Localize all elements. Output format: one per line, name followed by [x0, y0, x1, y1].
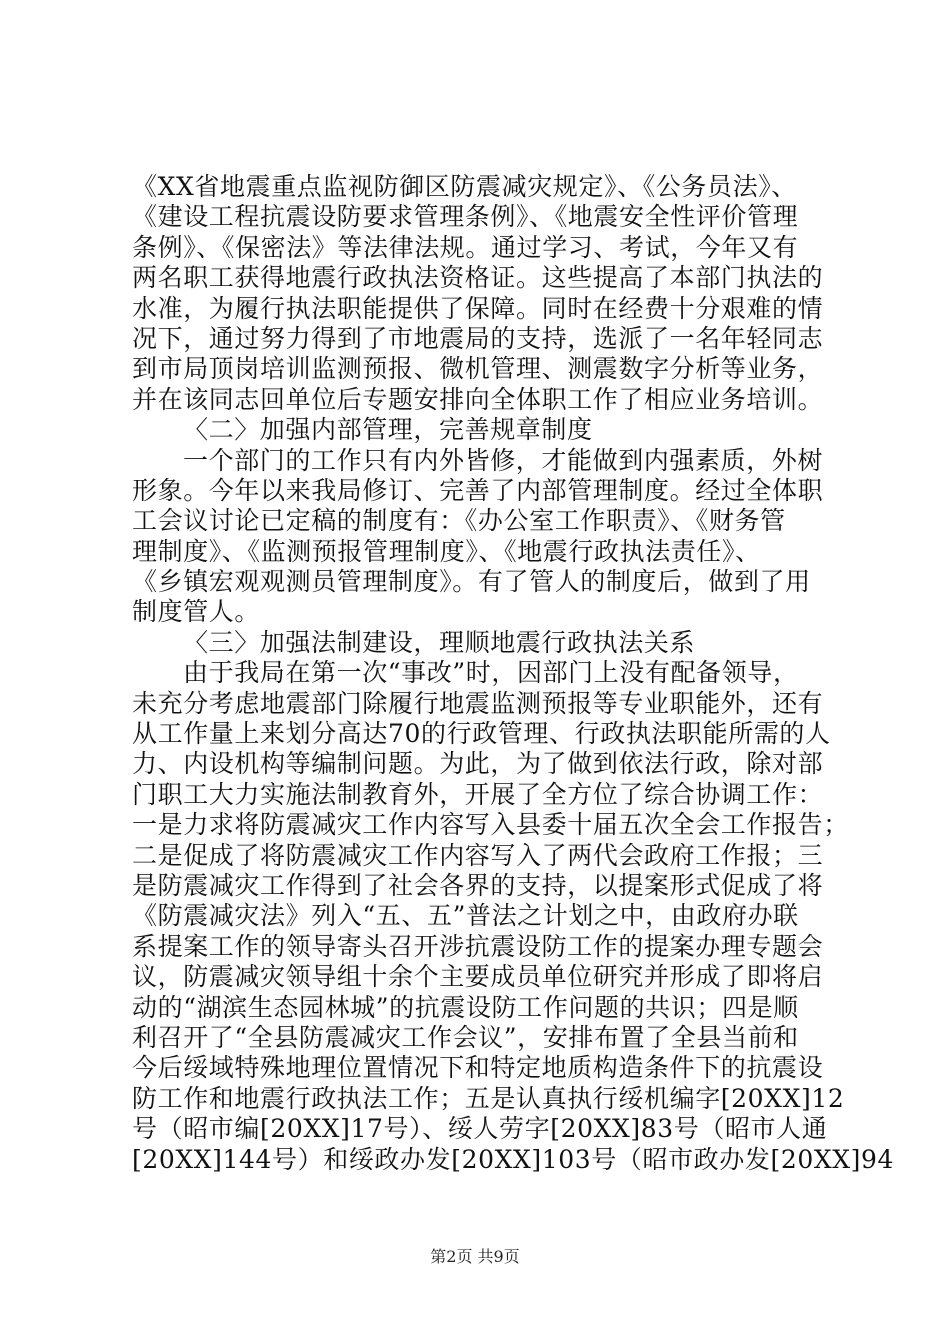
text-line: 今后绥域特殊地理位置情况下和特定地质构造条件下的抗震设: [132, 1053, 824, 1083]
text-line: 号（昭市编[20XX]17号）、绥人劳字[20XX]83号（昭市人通: [132, 1114, 828, 1144]
text-line: 动的“湖滨生态园林城”的抗震设防工作问题的共识；四是顺: [132, 992, 799, 1022]
text-line: 制度管人。: [132, 597, 261, 627]
text-line: 并在该同志回单位后专题安排向全体职工作了相应业务培训。: [132, 384, 824, 414]
section-heading: 〈二〉加强内部管理，完善规章制度: [183, 415, 593, 445]
text-line: 议，防震减灾领导组十余个主要成员单位研究并形成了即将启: [132, 962, 824, 992]
text-line: 理制度》、《监测预报管理制度》、《地震行政执法责任》、: [132, 536, 761, 566]
text-line: 从工作量上来划分高达70的行政管理、行政执法职能所需的人: [132, 719, 831, 749]
text-line: 防工作和地震行政执法工作；五是认真执行绥机编字[20XX]12: [132, 1083, 845, 1113]
text-line: 条例》、《保密法》等法律法规。通过学习、考试，今年又有: [132, 232, 799, 262]
text-line: 《XX省地震重点监视防御区防震减灾规定》、《公务员法》、: [132, 172, 797, 201]
text-line: 系提案工作的领导寄头召开涉抗震设防工作的提案办理专题会: [132, 931, 824, 961]
text-line: 力、内设机构等编制问题。为此，为了做到依法行政，除对部: [132, 749, 824, 779]
text-line: 未充分考虑地震部门除履行地震监测预报等专业职能外，还有: [132, 688, 824, 718]
text-line: 两名职工获得地震行政执法资格证。这些提高了本部门执法的: [132, 263, 824, 293]
paragraph-first-line: 由于我局在第一次“事改”时，因部门上没有配备领导，: [183, 658, 799, 688]
text-line: 到市局顶岗培训监测预报、微机管理、测震数字分析等业务，: [132, 354, 824, 384]
section-heading: 〈三〉加强法制建设，理顺地震行政执法关系: [183, 627, 696, 657]
text-line: 利召开了“全县防震减灾工作会议”，安排布置了全县当前和: [132, 1022, 799, 1052]
text-line: 一是力求将防震减灾工作内容写入县委十届五次全会工作报告；: [132, 810, 849, 840]
text-line: 《建设工程抗震设防要求管理条例》、《地震安全性评价管理: [132, 202, 799, 232]
text-line: 形象。今年以来我局修订、完善了内部管理制度。经过全体职: [132, 475, 824, 505]
text-line: [20XX]144号）和绥政办发[20XX]103号（昭市政办发[20XX]94: [132, 1144, 894, 1174]
text-line: 门职工大力实施法制教育外，开展了全方位了综合协调工作：: [132, 779, 824, 809]
page-footer: [0, 1244, 950, 1267]
text-line: 水准，为履行执法职能提供了保障。同时在经费十分艰难的情: [132, 293, 824, 323]
text-line: 《防震减灾法》列入“五、五”普法之计划之中，由政府办联: [132, 901, 799, 931]
document-body: [132, 172, 894, 1175]
text-line: 是防震减灾工作得到了社会各界的支持，以提案形式促成了将: [132, 870, 824, 900]
text-line: 工会议讨论已定稿的制度有：《办公室工作职责》、《财务管: [132, 506, 786, 536]
text-line: 况下，通过努力得到了市地震局的支持，选派了一名年轻同志: [132, 323, 824, 353]
text-line: 二是促成了将防震减灾工作内容写入了两代会政府工作报；三: [132, 840, 824, 870]
text-line: 《乡镇宏观观测员管理制度》。有了管人的制度后，做到了用: [132, 567, 811, 597]
page-number-text: 第2页 共9页: [430, 1247, 520, 1266]
paragraph-first-line: 一个部门的工作只有内外皆修，才能做到内强素质，外树: [183, 445, 824, 475]
